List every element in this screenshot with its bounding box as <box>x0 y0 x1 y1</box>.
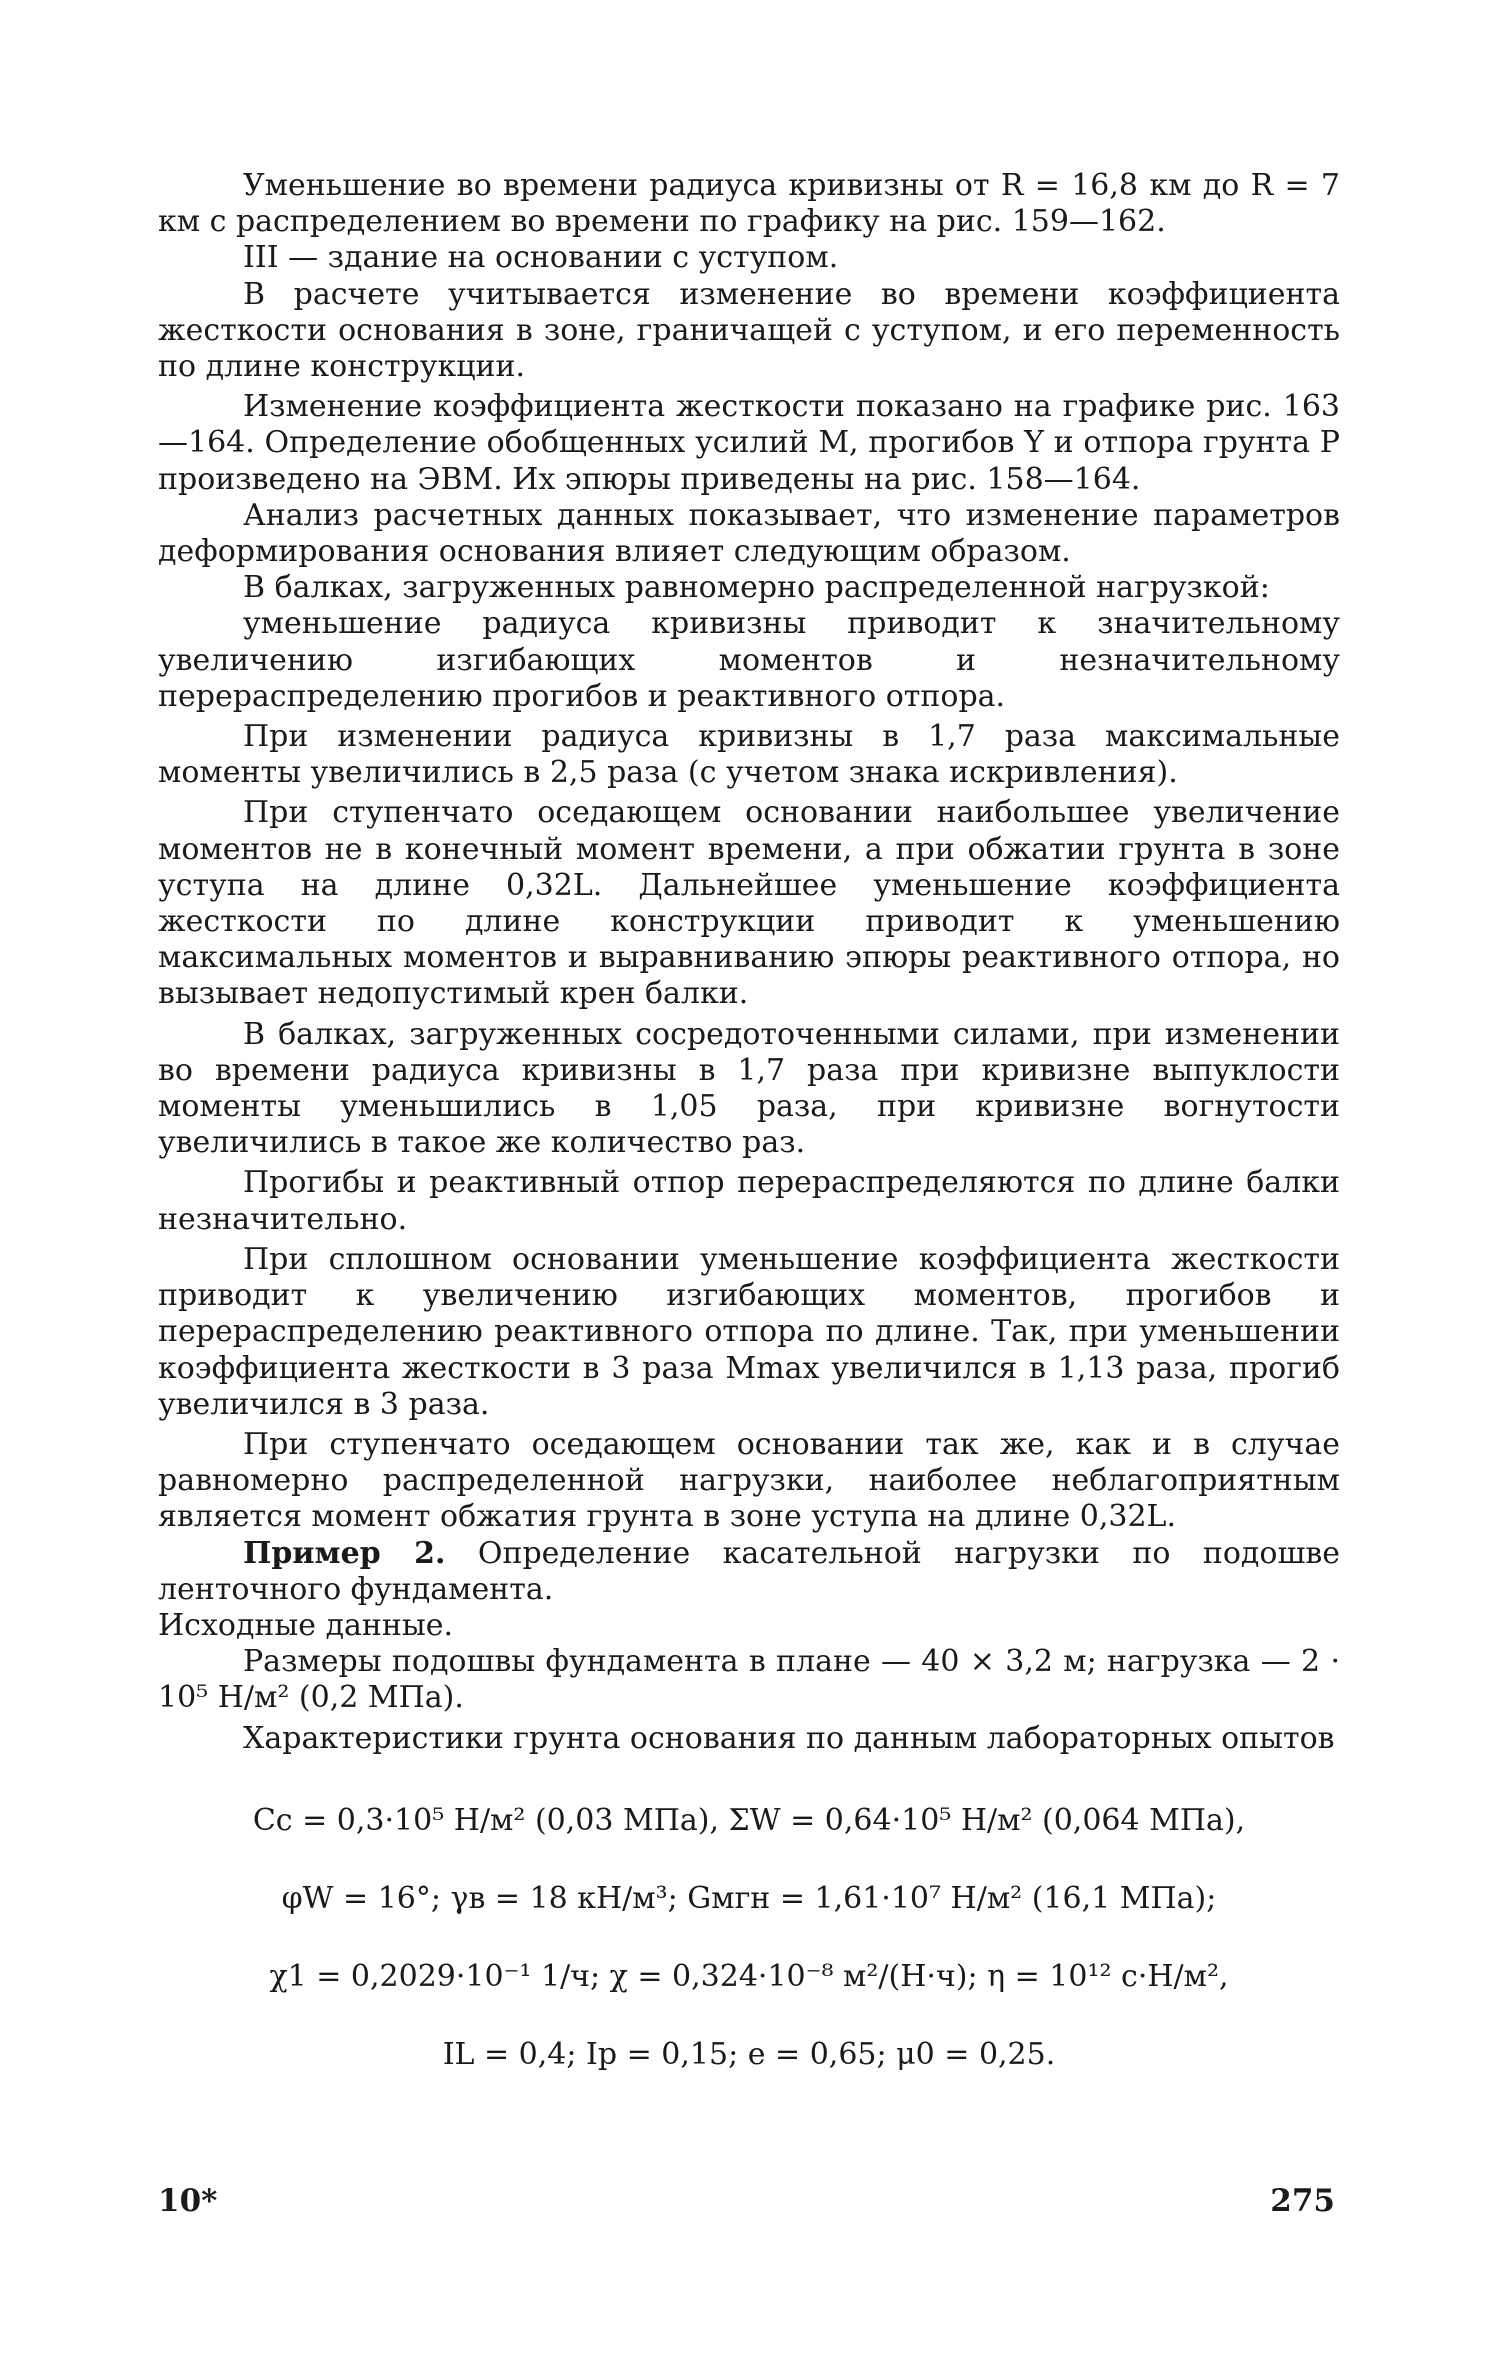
page-body <box>158 168 1340 2073</box>
paragraph: При изменении радиуса кривизны в 1,7 раза максимальные моменты увеличились в 2,5 раза (с учетом знака искривления). <box>158 719 1340 791</box>
paragraph: Анализ расчетных данных показывает, что изменение параметров деформирования основания влияет следующим образом. <box>158 497 1340 570</box>
equation-line: Cc = 0,3·10⁵ Н/м² (0,03 МПа), ΣW = 0,64·10⁵ Н/м² (0,064 МПа), <box>252 1802 1246 1838</box>
paragraph: Размеры подошвы фундамента в плане — 40 × 3,2 м; нагрузка — 2 · 10⁵ Н/м² (0,2 МПа). <box>158 1644 1340 1716</box>
page-number: 275 <box>1270 2183 1335 2219</box>
paragraph: В балках, загруженных сосредоточенными силами, при изменении во времени радиуса кривизны в 1,7 раза при кривизне выпуклости моменты уменьшились в 1,05 раза, при кривизне вогнутости увеличились в такое же количество раз. <box>158 1016 1340 1161</box>
paragraph: Изменение коэффициента жесткости показано на графике рис. 163—164. Определение обобщенных усилий M, прогибов Y и отпора грунта P произведено на ЭВМ. Их эпюры приведены на рис. 158—164. <box>158 389 1340 497</box>
paragraph: В расчете учитывается изменение во времени коэффициента жесткости основания в зоне, граничащей с уступом, и его переменность по длине конструкции. <box>158 276 1340 385</box>
paragraph: При ступенчато оседающем основании так же, как и в случае равномерно распределенной нагрузки, наиболее неблагоприятным является момент обжатия грунта в зоне уступа на длине 0,32L. <box>158 1426 1340 1535</box>
example-text: Определение касательной нагрузки по подошве ленточного фундамента. <box>158 1535 1340 1607</box>
paragraph: Исходные данные. <box>158 1607 454 1643</box>
paragraph: При ступенчато оседающем основании наибольшее увеличение моментов не в конечный момент времени, а при обжатии грунта в зоне уступа на длине 0,32L. Дальнейшее уменьшение коэффициента жесткости по длине конструкции приводит к уменьшению максимальных моментов и выравниванию эпюры реактивного отпора, но вызывает недопустимый крен балки. <box>158 795 1340 1012</box>
paragraph: При сплошном основании уменьшение коэффициента жесткости приводит к увеличению изгибающих моментов, прогибов и перераспределению реактивного отпора по длине. Так, при уменьшении коэффициента жесткости в 3 раза Mmax увеличился в 1,13 раза, прогиб увеличился в 3 раза. <box>158 1241 1340 1422</box>
equation-line: IL = 0,4; Ip = 0,15; e = 0,65; μ0 = 0,25. <box>442 2036 1056 2072</box>
paragraph: уменьшение радиуса кривизны приводит к значительному увеличению изгибающих моментов и незначительному перераспределению прогибов и реактивного отпора. <box>158 606 1340 714</box>
equation-line: φW = 16°; γв = 18 кН/м³; Gмгн = 1,61·10⁷ Н/м² (16,1 МПа); <box>281 1880 1217 1916</box>
paragraph: III — здание на основании с уступом. <box>243 240 839 276</box>
example-label: Пример 2. <box>243 1535 446 1571</box>
paragraph: Характеристики грунта основания по данным лабораторных опытов <box>243 1720 1335 1756</box>
paragraph: Уменьшение во времени радиуса кривизны от R = 16,8 км до R = 7 км с распределением во времени по графику на рис. 159—162. <box>158 168 1340 240</box>
signature-mark: 10* <box>158 2183 218 2219</box>
example-heading <box>158 1536 1340 1608</box>
paragraph: В балках, загруженных равномерно распределенной нагрузкой: <box>243 570 1270 606</box>
paragraph: Прогибы и реактивный отпор перераспределяются по длине балки незначительно. <box>158 1165 1340 1237</box>
equation-line: χ1 = 0,2029·10⁻¹ 1/ч; χ = 0,324·10⁻⁸ м²/(Н·ч); η = 10¹² с·Н/м², <box>269 1958 1229 1994</box>
